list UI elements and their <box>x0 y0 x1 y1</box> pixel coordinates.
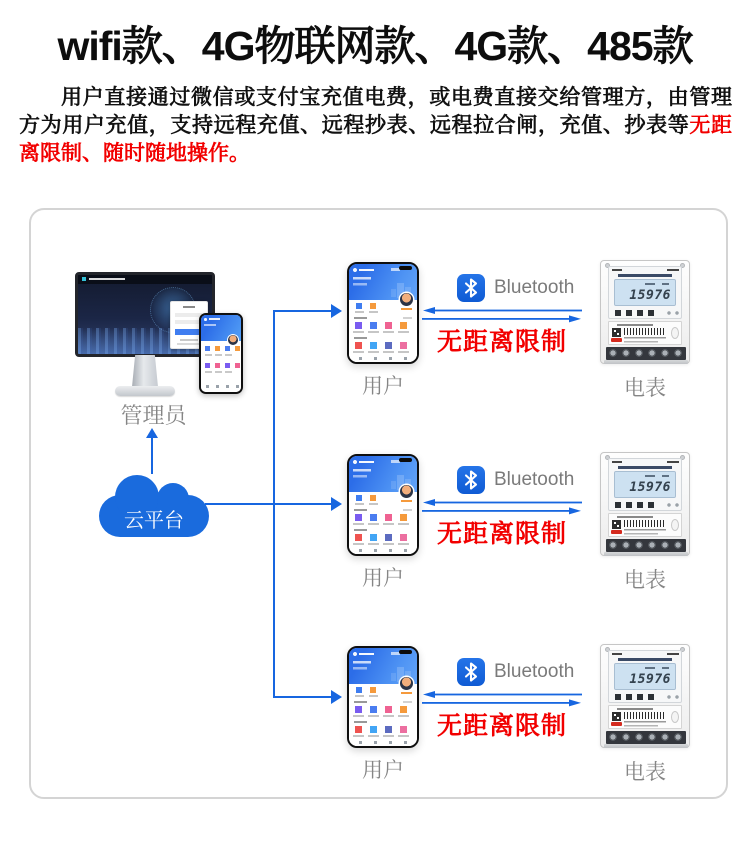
meter-side-button <box>671 327 679 339</box>
electric-meter-illustration <box>600 452 690 556</box>
meter-lcd-value: 15976 <box>629 288 671 303</box>
flow-row <box>31 640 730 790</box>
phone-camera-notch <box>399 458 412 462</box>
meter-lcd-value: 15976 <box>629 672 671 687</box>
phone-avatar <box>400 677 413 690</box>
meter-terminals <box>606 731 686 744</box>
admin-label: 管理员 <box>120 403 187 428</box>
electric-meter-illustration <box>600 644 690 748</box>
user-phone-illustration <box>347 646 419 748</box>
cloud-label: 云平台 <box>124 510 184 532</box>
meter-side-button <box>671 519 679 531</box>
intro-highlight-text: 无距离限制、随时随地操作。 <box>19 114 732 165</box>
user-phone-illustration <box>347 454 419 556</box>
phone-avatar <box>400 485 413 498</box>
barcode-graphic <box>624 712 666 719</box>
user-phone-illustration <box>347 262 419 364</box>
flow-row <box>31 256 730 406</box>
phone-camera-notch <box>399 266 412 270</box>
meter-lcd <box>614 471 676 498</box>
meter-buttons <box>615 310 681 316</box>
meter-buttons <box>615 502 681 508</box>
meter-terminals <box>606 347 686 360</box>
flow-row <box>31 448 730 598</box>
meter-display-panel <box>608 266 682 319</box>
meter-label: 电表 <box>624 569 666 592</box>
bidirectional-arrow <box>422 691 582 707</box>
brand-logo-chip <box>611 530 622 534</box>
meter-lcd-value: 15976 <box>629 480 671 495</box>
meter-bottom-lip <box>604 360 688 364</box>
meter-side-button <box>671 711 679 723</box>
no-distance-limit-label: 无距离限制 <box>436 712 567 740</box>
meter-bottom-lip <box>604 552 688 556</box>
bluetooth-label: Bluetooth <box>494 661 575 682</box>
page-title: wifi款、4G物联网款、4G款、485款 <box>57 23 693 69</box>
brand-logo-chip <box>611 338 622 342</box>
phone-camera-notch <box>399 650 412 654</box>
no-distance-limit-label: 无距离限制 <box>436 328 567 356</box>
meter-terminals <box>606 539 686 552</box>
user-label: 用户 <box>362 567 404 590</box>
meter-buttons <box>615 694 681 700</box>
intro-text: 用户直接通过微信或支付宝充值电费，或电费直接交给管理方，由管理方为用户充值，支持远程充值、远程抄表、远程拉合闸，充值、抄表等 <box>19 86 732 137</box>
electric-meter-illustration <box>600 260 690 364</box>
meter-display-panel <box>608 650 682 703</box>
meter-nameplate <box>608 513 682 537</box>
meter-lcd <box>614 279 676 306</box>
bluetooth-icon <box>457 658 485 686</box>
meter-nameplate <box>608 321 682 345</box>
bidirectional-arrow <box>422 499 582 515</box>
phone-avatar <box>400 293 413 306</box>
barcode-graphic <box>624 328 666 335</box>
meter-nameplate <box>608 705 682 729</box>
user-label: 用户 <box>362 375 404 398</box>
user-label: 用户 <box>362 759 404 782</box>
meter-bottom-lip <box>604 744 688 748</box>
meter-label: 电表 <box>624 377 666 400</box>
bluetooth-label: Bluetooth <box>494 277 575 298</box>
bidirectional-arrow <box>422 307 582 323</box>
meter-display-panel <box>608 458 682 511</box>
diagram-panel <box>29 208 728 799</box>
bluetooth-icon <box>457 274 485 302</box>
bluetooth-icon <box>457 466 485 494</box>
meter-lcd <box>614 663 676 690</box>
meter-label: 电表 <box>624 761 666 784</box>
intro-paragraph <box>19 84 732 168</box>
qr-code-graphic <box>612 520 621 529</box>
no-distance-limit-label: 无距离限制 <box>436 520 567 548</box>
qr-code-graphic <box>612 328 621 337</box>
qr-code-graphic <box>612 712 621 721</box>
barcode-graphic <box>624 520 666 527</box>
arrow-up-icon <box>146 428 158 438</box>
bluetooth-label: Bluetooth <box>494 469 575 490</box>
brand-logo-chip <box>611 722 622 726</box>
